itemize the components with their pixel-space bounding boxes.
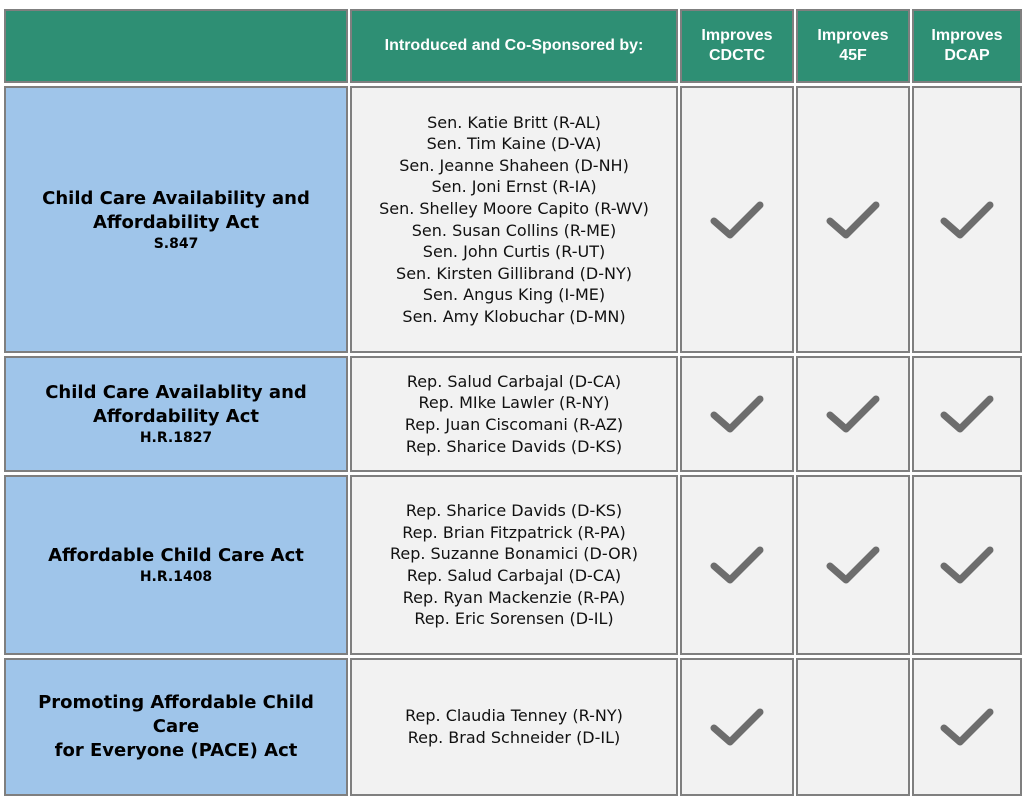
- 45f-cell: [796, 356, 910, 472]
- checkmark-stroke: [944, 399, 990, 429]
- checkmark-stroke: [830, 399, 876, 429]
- checkmark-icon: [710, 706, 764, 748]
- cdctc-cell: [680, 658, 794, 796]
- checkmark-icon: [940, 393, 994, 435]
- sponsor-name: Rep. Salud Carbajal (D-CA): [406, 371, 622, 391]
- sponsors-cell: [350, 356, 678, 472]
- sponsor-name: Sen. Joni Ernst (R-IA): [431, 177, 597, 197]
- 45f-cell: [796, 658, 910, 796]
- sponsor-name: Sen. Jeanne Shaheen (D-NH): [399, 155, 629, 175]
- checkmark-icon: [826, 199, 880, 241]
- sponsors-cell: [350, 86, 678, 353]
- bill-name-line: Child Care Availability and: [42, 187, 310, 209]
- bill-cell: [4, 86, 348, 353]
- checkmark-stroke: [830, 550, 876, 580]
- bill-cell: [4, 356, 348, 472]
- checkmark-stroke: [944, 712, 990, 742]
- sponsor-name: Rep. Suzanne Bonamici (D-OR): [389, 544, 639, 564]
- cdctc-cell: [680, 86, 794, 353]
- checkmark-stroke: [714, 712, 760, 742]
- sponsor-name: Rep. Brad Schneider (D-IL): [407, 728, 621, 747]
- sponsor-name: Sen. John Curtis (R-UT): [422, 242, 606, 262]
- checkmark-icon: [710, 544, 764, 586]
- sponsor-name: Rep. Brian Fitzpatrick (R-PA): [402, 522, 626, 542]
- header-45f-line1: Improves: [817, 27, 889, 44]
- sponsor-name: Rep. Sharice Davids (D-KS): [405, 436, 623, 456]
- checkmark-stroke: [944, 205, 990, 235]
- sponsor-name: Rep. Sharice Davids (D-KS): [405, 501, 623, 521]
- checkmark-stroke: [714, 550, 760, 580]
- checkmark-icon: [710, 199, 764, 241]
- header-sponsors: [350, 9, 678, 83]
- bill-cell: [4, 475, 348, 655]
- header-45f-line2: 45F: [839, 47, 867, 64]
- header-dcap-line2: DCAP: [944, 47, 990, 64]
- sponsor-name: Rep. Juan Ciscomani (R-AZ): [404, 415, 624, 434]
- bill-name-line: Promoting Affordable Child Care: [38, 692, 314, 737]
- sponsor-name: Rep. Ryan Mackenzie (R-PA): [402, 587, 626, 607]
- header-dcap-line1: Improves: [931, 27, 1003, 44]
- checkmark-icon: [826, 393, 880, 435]
- sponsor-name: Sen. Kirsten Gillibrand (D-NY): [396, 263, 632, 283]
- header-improves-45f: [796, 9, 910, 83]
- dcap-cell: [912, 356, 1022, 472]
- dcap-cell: [912, 86, 1022, 353]
- header-empty-cell: [4, 9, 348, 83]
- checkmark-icon: [940, 544, 994, 586]
- header-improves-cdctc: [680, 9, 794, 83]
- bill-name-line: Child Care Availablity and: [45, 382, 307, 403]
- sponsors-cell: [350, 475, 678, 655]
- header-cdctc-line1: Improves: [701, 27, 773, 44]
- bill-name-line: Affordability Act: [93, 211, 259, 233]
- sponsor-name: Sen. Amy Klobuchar (D-MN): [402, 306, 626, 326]
- bill-number: H.R.1827: [139, 430, 213, 446]
- header-improves-dcap: [912, 9, 1022, 83]
- checkmark-icon: [940, 706, 994, 748]
- dcap-cell: [912, 475, 1022, 655]
- checkmark-icon: [940, 199, 994, 241]
- sponsor-name: Rep. Salud Carbajal (D-CA): [406, 566, 622, 585]
- header-cdctc-line2: CDCTC: [709, 47, 765, 64]
- sponsor-name: Sen. Angus King (I-ME): [422, 285, 606, 305]
- bill-name-line: Affordability Act: [93, 406, 259, 427]
- checkmark-stroke: [830, 205, 876, 235]
- cdctc-cell: [680, 356, 794, 472]
- sponsor-name: Rep. MIke Lawler (R-NY): [418, 393, 610, 413]
- header-sponsors-label: Introduced and Co-Sponsored by:: [384, 37, 644, 54]
- sponsor-name: Sen. Katie Britt (R-AL): [427, 112, 601, 132]
- bill-number: S.847: [153, 235, 199, 252]
- checkmark-icon: [826, 544, 880, 586]
- dcap-cell: [912, 658, 1022, 796]
- checkmark-stroke: [714, 399, 760, 429]
- sponsor-name: Sen. Shelley Moore Capito (R-WV): [379, 198, 649, 218]
- sponsor-name: Sen. Tim Kaine (D-VA): [426, 134, 602, 154]
- sponsor-name: Sen. Susan Collins (R-ME): [411, 220, 617, 240]
- checkmark-stroke: [944, 550, 990, 580]
- checkmark-icon: [710, 393, 764, 435]
- checkmark-stroke: [714, 205, 760, 235]
- bill-name-line: Affordable Child Care Act: [48, 545, 304, 566]
- bill-cell: [4, 658, 348, 796]
- 45f-cell: [796, 475, 910, 655]
- bill-name-line: for Everyone (PACE) Act: [54, 740, 298, 761]
- sponsors-cell: [350, 658, 678, 796]
- bill-number: H.R.1408: [139, 569, 213, 585]
- 45f-cell: [796, 86, 910, 353]
- cdctc-cell: [680, 475, 794, 655]
- sponsor-name: Rep. Claudia Tenney (R-NY): [405, 706, 623, 726]
- sponsor-name: Rep. Eric Sorensen (D-IL): [414, 609, 614, 629]
